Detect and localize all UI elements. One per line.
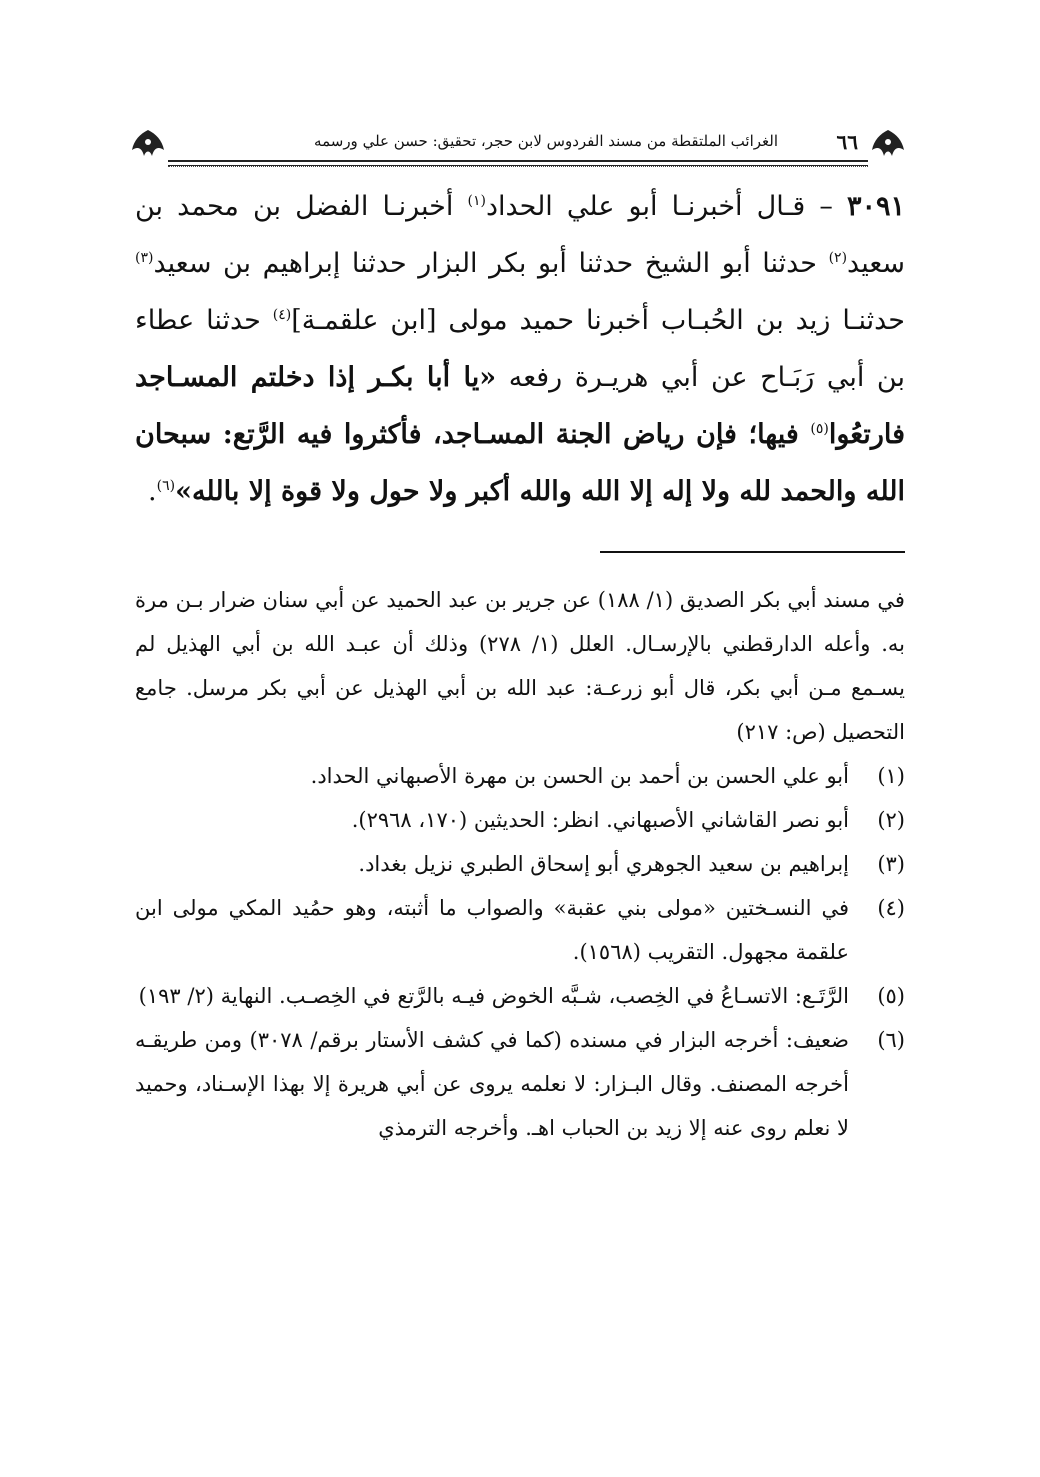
- footnote-number: (٥): [877, 984, 905, 1008]
- footnote-marker: (٥): [810, 421, 829, 437]
- text-segment: حدثنا أبو الشيخ حدثنا أبو بكر البزار حدثنا إبراهيم بن سعيد: [153, 248, 829, 279]
- page-number: ٦٦: [836, 130, 858, 154]
- footnote-number: (١): [877, 764, 905, 788]
- footnote-number: (٦): [877, 1028, 905, 1052]
- ornament-icon: [128, 128, 168, 160]
- footnote-item: [135, 1018, 905, 1150]
- text-segment: حدثنا عطاء بن أبي رَبَـاح عن أبي هريـرة رفعه: [135, 305, 905, 393]
- footnote-item: [135, 974, 905, 1018]
- footnote-item: [135, 842, 905, 886]
- footnote-text: الرَّتَـع: الاتسـاعُ في الخِصب، شـبَّه الخوض فيـه بالرَّتع في الخِصـب. النهاية (٢/ ١٩٣): [138, 984, 849, 1008]
- hadith-matn: فيها؛ فإن رياض الجنة المسـاجد، فأكثروا فيه الرَّتع: سبحان الله والحمد لله ولا إله إلا الله والله أكبر ولا حول ولا قوة إلا بالله»: [135, 419, 905, 507]
- footnote-item: [135, 798, 905, 842]
- footnote-text: في النسـختين «مولى بني عقبة» والصواب ما أثبته، وهو حمُيد المكي مولى ابن علقمة مجهول. التقريب (١٥٦٨).: [135, 896, 849, 964]
- footnote-number: (٢): [877, 808, 905, 832]
- ornament-icon: [868, 128, 908, 160]
- footnote-text: أبو نصر القاشاني الأصبهاني. انظر: الحديثين (١٧٠، ٢٩٦٨).: [351, 808, 849, 832]
- text-segment: أخبرنـا الفضل بن محمد بن سعيد: [135, 191, 905, 279]
- footnote-text: ضعيف: أخرجه البزار في مسنده (كما في كشف الأستار برقم/ ٣٠٧٨) ومن طريقـه أخرجه المصنف. وقال البـزار: لا نعلمه يروى عن أبي هريرة إلا بهذا الإسـناد، وحميد لا نعلم روى عنه إلا زيد بن الحباب اهـ. وأخرجه الترمذي: [135, 1028, 849, 1140]
- footnotes: [135, 578, 905, 1150]
- footnote-continuation: في مسند أبي بكر الصديق (١/ ١٨٨) عن جرير بن عبد الحميد عن أبي سنان ضرار بـن مرة به. وأعله الدارقطني بالإرسـال. العلل (١/ ٢٧٨) وذلك أن عبـد الله بن أبي الهذيل لم يسـمع مـن أبي بكر، قال أبو زرعـة: عبد الله بن أبي الهذيل عن أبي بكر مرسل. جامع التحصيل (ص: ٢١٧): [135, 588, 905, 744]
- hadith-text: [135, 178, 905, 520]
- footnote-separator: [600, 551, 905, 553]
- hadith-matn: «يا أبا بكـر إذا دخلتم المسـاجد فارتعُوا: [135, 362, 905, 450]
- footnote-marker: (٢): [828, 250, 848, 266]
- footnote-marker: (٣): [135, 250, 154, 266]
- hadith-number: ٣٠٩١: [846, 191, 905, 222]
- text-segment: حدثنـا زيد بن الحُبـاب أخبرنا حميد مولى [ابن علقمـة]: [291, 305, 905, 336]
- footnote-item: [135, 886, 905, 974]
- footnote-text: أبو علي الحسن بن أحمد بن الحسن بن مهرة الأصبهاني الحداد.: [310, 764, 849, 788]
- text-segment: .: [148, 476, 157, 507]
- running-header: [128, 126, 908, 166]
- footnote-text: إبراهيم بن سعيد الجوهري أبو إسحاق الطبري نزيل بغداد.: [358, 852, 849, 876]
- footnote-marker: (٤): [272, 307, 292, 323]
- footnote-item: [135, 754, 905, 798]
- footnote-number: (٤): [877, 896, 905, 920]
- footnote-marker: (١): [467, 193, 486, 209]
- header-dotted-rule: [168, 166, 868, 167]
- footnote-marker: (٦): [156, 478, 176, 494]
- running-title: الغرائب الملتقطة من مسند الفردوس لابن حجر، تحقيق: حسن علي ورسمه: [314, 132, 778, 150]
- text-segment: – قـال أخبرنـا أبو علي الحداد: [485, 191, 847, 222]
- footnote-number: (٣): [877, 852, 905, 876]
